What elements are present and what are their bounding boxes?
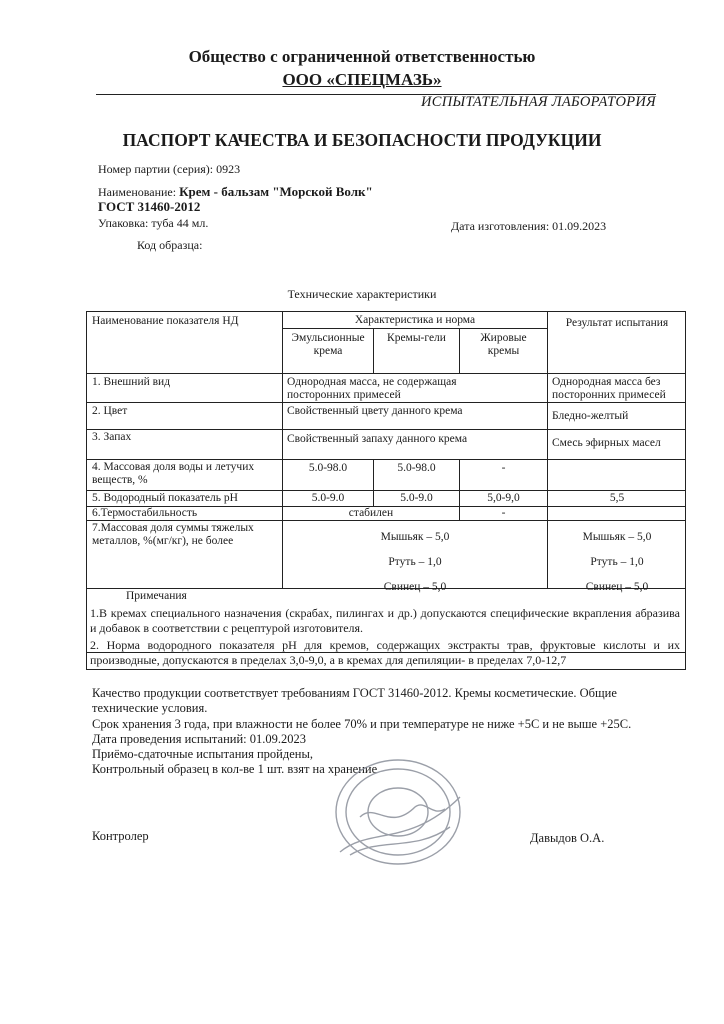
controller-name: Давыдов О.А. — [530, 831, 605, 845]
row4-emulsion: 5.0-98.0 — [308, 462, 348, 474]
packaging: Упаковка: туба 44 мл. — [98, 216, 209, 230]
row3-name: 3. Запах — [92, 431, 132, 443]
gost-number: ГОСТ 31460-2012 — [98, 199, 201, 214]
head-result: Результат испытания — [565, 317, 669, 329]
row7-norm-lead: Свинец – 5,0 — [383, 581, 447, 593]
compliance-line1: Качество продукции соответствует требованиям ГОСТ 31460-2012. Кремы косметические. Общие — [92, 686, 617, 700]
compliance-line2: технические условия. — [92, 701, 208, 715]
round-seal-stamp — [320, 757, 470, 872]
row5-emulsion: 5.0-9.0 — [311, 492, 345, 504]
row1-result: Однородная масса без посторонних примесей — [552, 376, 666, 401]
manufacture-date: Дата изготовления: 01.09.2023 — [451, 219, 607, 233]
row7-result-arsenic: Мышьяк – 5,0 — [582, 531, 652, 543]
table-caption: Технические характеристики — [287, 287, 437, 301]
acceptance-tests: Приёмо-сдаточные испытания пройдены, — [92, 747, 313, 761]
row1-name: 1. Внешний вид — [92, 376, 171, 388]
row1-norm: Однородная масса, не содержащая посторонних примесей — [287, 376, 457, 401]
row7-result-mercury: Ртуть – 1,0 — [590, 556, 644, 568]
row4-name: 4. Массовая доля воды и летучих веществ, % — [92, 461, 255, 486]
test-date: Дата проведения испытаний: 01.09.2023 — [92, 732, 307, 746]
product-name-row — [98, 184, 373, 200]
controller-label: Контролер — [92, 829, 149, 843]
company-name: Общество с ограниченной ответственностью — [188, 47, 536, 66]
sub-emulsion: Эмульсионные крема — [291, 332, 365, 357]
head-characteristic: Характеристика и норма — [354, 314, 476, 326]
note-1: 1.В кремах специального назначения (скрабах, пилингах и др.) допускаются специфические вкрапления абразива и добавок в соответствии с рецептурой изготовителя. — [90, 606, 680, 635]
specs-table — [86, 311, 686, 670]
row4-fat: - — [501, 462, 506, 474]
row5-result: 5,5 — [609, 492, 625, 504]
sample-code: Код образца: — [137, 238, 203, 252]
batch-number: Номер партии (серия): 0923 — [98, 162, 241, 176]
row3-result: Смесь эфирных масел — [552, 437, 661, 449]
row2-norm: Свойственный цвету данного крема — [287, 405, 463, 417]
row6-norm: стабилен — [348, 507, 394, 519]
lab-name: ИСПЫТАТЕЛЬНАЯ ЛАБОРАТОРИЯ — [421, 94, 656, 110]
row4-gel: 5.0-98.0 — [397, 462, 436, 474]
head-param: Наименование показателя НД — [92, 315, 239, 327]
brand-name: ООО «СПЕЦМАЗЬ» — [282, 70, 442, 89]
note-2: 2. Норма водородного показателя рН для кремов, содержащих экстракты трав, фруктовые кислоты и их производные, допускаются в пределах 3,0-9,0, а в кремах для депиляции- в пределах 7,0-12,7 — [90, 638, 680, 667]
row5-fat: 5,0-9,0 — [487, 492, 520, 504]
notes-title: Примечания — [126, 590, 187, 602]
product-name-label: Наименование: — [98, 185, 177, 199]
row5-name: 5. Водородный показатель рН — [92, 492, 238, 504]
row7-name: 7.Массовая доля суммы тяжелых металлов, %(мг/кг), не более — [92, 522, 254, 547]
shelf-life: Срок хранения 3 года, при влажности не более 70% и при температуре не ниже +5С и не выше +25С. — [92, 717, 632, 731]
document-title: ПАСПОРТ КАЧЕСТВА И БЕЗОПАСНОСТИ ПРОДУКЦИИ — [122, 130, 602, 150]
row7-result — [548, 525, 686, 600]
row7-norm — [283, 525, 547, 600]
row6-name: 6.Термостабильность — [92, 507, 198, 519]
row7-norm-arsenic: Мышьяк – 5,0 — [380, 531, 450, 543]
row6-fat: - — [501, 507, 506, 519]
control-sample: Контрольный образец в кол-ве 1 шт. взят на хранение — [92, 762, 378, 776]
sub-fat: Жировые кремы — [480, 332, 527, 357]
row7-result-lead: Свинец – 5,0 — [585, 581, 649, 593]
row2-name: 2. Цвет — [92, 405, 128, 417]
product-name-value: Крем - бальзам "Морской Волк" — [179, 184, 373, 199]
row7-norm-mercury: Ртуть – 1,0 — [388, 556, 442, 568]
row2-result: Бледно-желтый — [552, 410, 629, 422]
sub-gel: Кремы-гели — [387, 332, 446, 344]
row5-gel: 5.0-9.0 — [400, 492, 433, 504]
row3-norm: Свойственный запаху данного крема — [287, 433, 468, 445]
